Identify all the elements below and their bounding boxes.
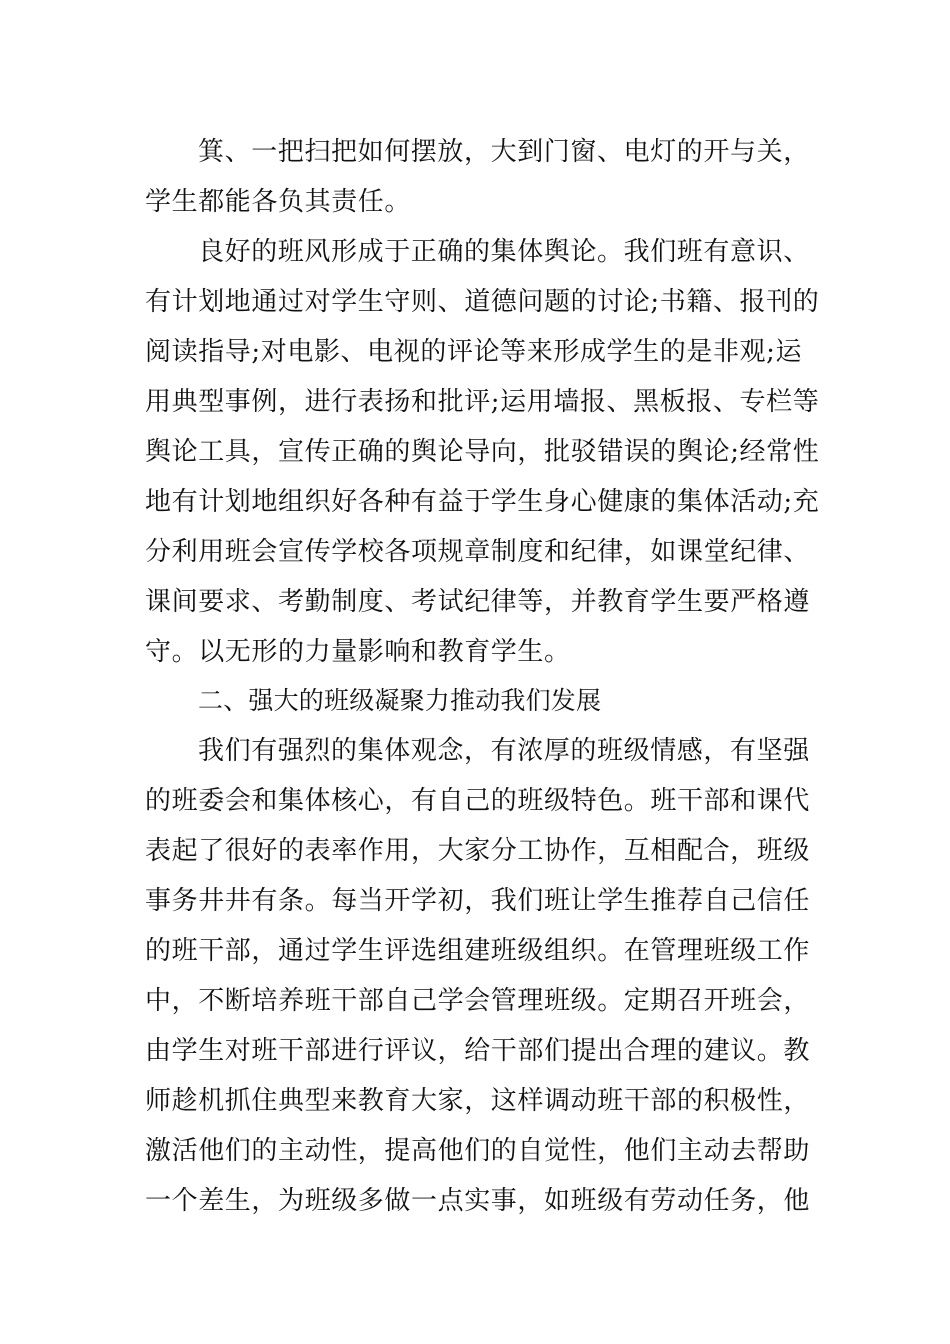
paragraph-line: 我们有强烈的集体观念，有浓厚的班级情感，有坚强 xyxy=(198,736,810,766)
text-line: 师趁机抓住典型来教育大家，这样调动班干部的积极性， xyxy=(145,1086,811,1116)
text-line: 一个差生，为班级多做一点实事，如班级有劳动任务，他 xyxy=(145,1186,811,1216)
text-line: 由学生对班干部进行评议，给干部们提出合理的建议。教 xyxy=(145,1036,811,1066)
text-line: 表起了很好的表率作用，大家分工协作，互相配合，班级 xyxy=(145,836,811,866)
text-line: 守。以无形的力量影响和教育学生。 xyxy=(145,637,571,667)
text-line: 激活他们的主动性，提高他们的自觉性，他们主动去帮助 xyxy=(145,1136,811,1166)
text-line: 的班干部，通过学生评选组建班级组织。在管理班级工作 xyxy=(145,936,811,966)
section-heading: 二、强大的班级凝聚力推动我们发展 xyxy=(198,686,602,715)
text-line: 有计划地通过对学生守则、道德问题的讨论;书籍、报刊的 xyxy=(145,287,820,317)
text-line: 学生都能各负其责任。 xyxy=(145,187,412,217)
text-line: 箕、一把扫把如何摆放，大到门窗、电灯的开与关， xyxy=(198,137,810,167)
text-line: 地有计划地组织好各种有益于学生身心健康的集体活动;充 xyxy=(145,487,820,517)
text-line: 阅读指导;对电影、电视的评论等来形成学生的是非观;运 xyxy=(145,337,803,367)
text-line: 中，不断培养班干部自己学会管理班级。定期召开班会， xyxy=(145,986,811,1016)
text-line: 分利用班会宣传学校各项规章制度和纪律，如课堂纪律、 xyxy=(145,537,811,567)
text-line: 事务井井有条。每当开学初，我们班让学生推荐自己信任 xyxy=(145,886,811,916)
text-line: 舆论工具，宣传正确的舆论导向，批驳错误的舆论;经常性 xyxy=(145,437,820,467)
text-line: 课间要求、考勤制度、考试纪律等，并教育学生要严格遵 xyxy=(145,587,811,617)
text-line: 的班委会和集体核心，有自己的班级特色。班干部和课代 xyxy=(145,786,811,816)
text-line: 用典型事例，进行表扬和批评;运用墙报、黑板报、专栏等 xyxy=(145,387,820,417)
paragraph-line: 良好的班风形成于正确的集体舆论。我们班有意识、 xyxy=(198,237,810,267)
